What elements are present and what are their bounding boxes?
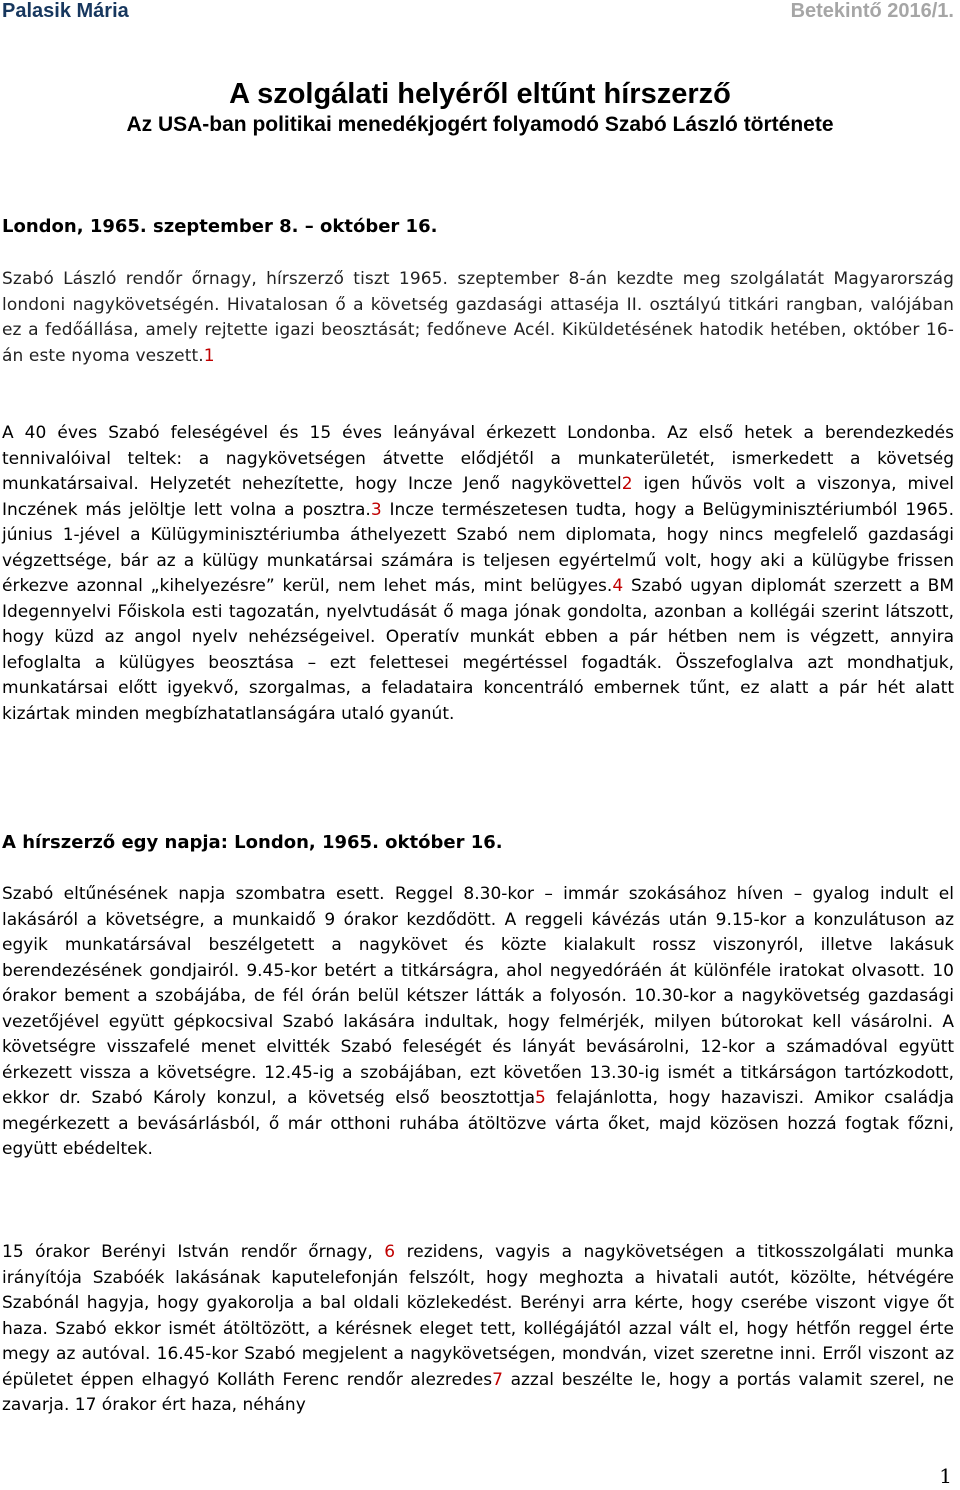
paragraph-2 xyxy=(2,421,954,727)
page-header xyxy=(2,0,954,28)
footnote-ref-1[interactable]: 1 xyxy=(203,345,215,366)
section-heading-1: London, 1965. szeptember 8. – október 16. xyxy=(2,216,438,237)
footnote-ref-7[interactable]: 7 xyxy=(492,1369,503,1390)
paragraph-4-text-c: azzal beszélte le, hogy a portás valamit szerel, ne zavarja. 17 órakor ért haza, néhány xyxy=(2,1369,954,1415)
paragraph-4 xyxy=(2,1240,954,1419)
footnote-ref-2[interactable]: 2 xyxy=(621,474,633,494)
page-number: 1 xyxy=(939,1464,952,1488)
footnote-ref-4[interactable]: 4 xyxy=(612,576,624,596)
paragraph-3-text-a: Szabó eltűnésének napja szombatra esett. Reggel 8.30-kor – immár szokásához híven – gyalog indult el lakásáról a követségre, a munkaidő 9 órakor kezdődött. A reggeli kávézás után 9.15-kor a konzulátuson az egyik munkatársával beszélgetett a nagykövet és közte kialakult rossz viszonyról, illetve lakásuk berendezésének gondjairól. 9.45-kor betért a titkárságra, ahol negyedóráén át különféle iratokat olvasott. 10 órakor bement a szobájába, de fél órán belül kétszer látták a folyosón. 10.30-kor a nagykövetség gazdasági vezetőjével együtt gépkocsival Szabó lakására indultak, hogy felmérjék, milyen bútorokat kell vásárolni. A követségre visszafelé menet elvitték Szabó feleségét és lányát bevásárolni, 12-kor a számadóval együtt érkezett vissza a követségre. 12.45-ig a szobájában, ezt követően 13.30-ig ismét a titkárságon tartózkodott, ekkor dr. Szabó Károly konzul, a követség első beosztottja xyxy=(2,884,954,1108)
footnote-ref-3[interactable]: 3 xyxy=(370,499,382,520)
paragraph-2-text-a: A 40 éves Szabó feleségével és 15 éves leányával érkezett Londonba. Az első hetek a berendezkedés tennivalóival teltek: a nagykövetségen átvette elődjétől a munkaterületét, ismerkedett a követség munkatársaival. Helyzetét nehezítette, hogy Incze Jenő nagykövettel xyxy=(2,423,954,494)
header-author: Palasik Mária xyxy=(2,0,129,22)
paragraph-4-text-b: rezidens, vagyis a nagykövetségen a titkosszolgálati munka irányítója Szabóék lakásának kaputelefonján felszólt, hogy meghozta a hivatali autót, közölte, hétvégére Szabónál hagyja, hogy gyakorolja a bal oldali közlekedést. Berényi arra kérte, hogy cserébe viszont vigye őt haza. Szabó ekkor ismét átöltözött, a kérésnek eleget tett, kollégájától azzal vált el, hogy hétfőn reggel érte megy az autóval. 16.45-kor Szabó megjelent a nagykövetségen, mondván, vizet szeretne inni. Erről viszont az épületet éppen elhagyó Kolláth Ferenc rendőr alezredes xyxy=(2,1242,954,1390)
paragraph-4-text-a: 15 órakor Berényi István rendőr őrnagy, xyxy=(2,1242,385,1262)
paragraph-2-text-b: igen hűvös volt a viszonya, mivel Inczének más jelöltje lett volna a posztra. xyxy=(2,474,954,520)
section-heading-2: A hírszerző egy napja: London, 1965. október 16. xyxy=(2,832,503,853)
paragraph-1 xyxy=(2,267,954,369)
footnote-ref-6[interactable]: 6 xyxy=(384,1242,396,1262)
paragraph-3-text-b: felajánlotta, hogy hazaviszi. Amikor családja megérkezett a bevásárlásból, ő már otthoni ruhába átöltözve várta őket, majd közösen hozzá fogtak főzni, együtt ebédeltek. xyxy=(2,1088,954,1159)
article-title: A szolgálati helyéről eltűnt hírszerző xyxy=(229,78,731,110)
footnote-ref-5[interactable]: 5 xyxy=(535,1088,546,1108)
paragraph-2-text-d: Szabó ugyan diplomát szerzett a BM Idegennyelvi Főiskola esti tagozatán, nyelvtudását ő maga jónak gondolta, azonban a kollégái szerint látszott, hogy küzd az angol nyelv nehézségeivel. Operatív munkát ebben a pár hétben nem is végzett, annyira lefoglalta a külügyes beosztása – ezt felettesei megértéssel fogadták. Összefoglalva azt mondhatjuk, munkatársai előtt igyekvő, szorgalmas, a feladataira koncentráló embernek tűnt, ez alatt a pár hét alatt kizártak minden megbízhatatlanságára utaló gyanút. xyxy=(2,576,955,724)
paragraph-1-text: Szabó László rendőr őrnagy, hírszerző tiszt 1965. szeptember 8-án kezdte meg szolgálatát Magyarország londoni nagykövetségén. Hivatalosan ő a követség gazdasági attaséja II. osztályú titkári rangban, valójában ez a fedőállása, amely rejtette igazi beosztását; fedőneve Acél. Kiküldetésének hatodik hetében, október 16-án este nyoma veszett. xyxy=(2,269,954,366)
header-journal: Betekintő 2016/1. xyxy=(790,0,954,22)
paragraph-2-text-c: Incze természetesen tudta, hogy a Belügyminisztériumból 1965. június 1-jével a Külügyminisztériumba áthelyezett Szabó nem diplomata, hogy nincs megfelelő gazdasági végzettsége, bár az a külügy munkatársai számára is teljesen egyértelmű volt, hogy aki a külügybe frissen érkezve azonnal „kihelyezésre” kerül, nem lehet más, mint belügyes. xyxy=(2,499,954,596)
paragraph-3 xyxy=(2,882,954,1163)
article-subtitle: Az USA-ban politikai menedékjogért folyamodó Szabó László története xyxy=(126,113,834,136)
